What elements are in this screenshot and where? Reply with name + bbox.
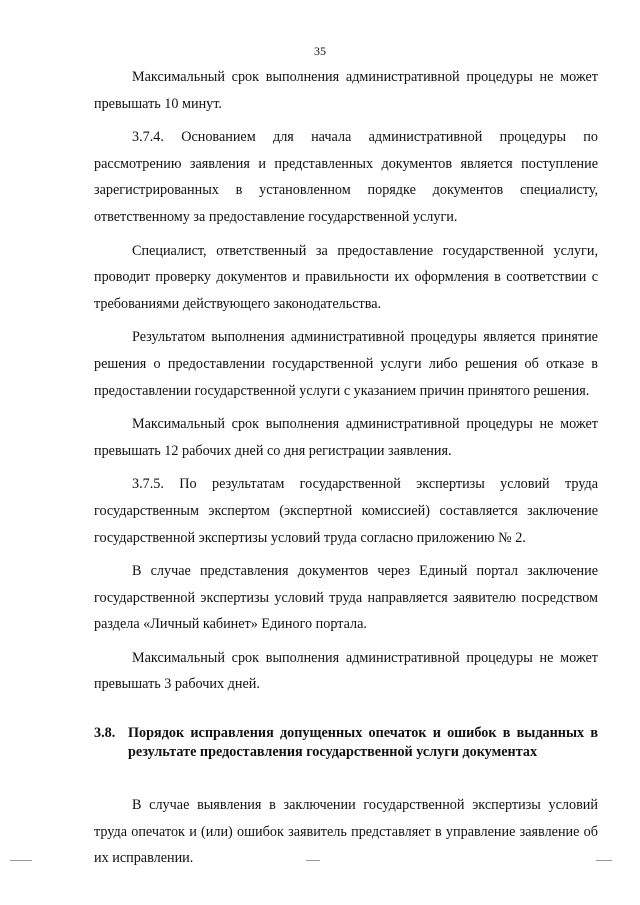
scan-artifact [306, 860, 320, 861]
paragraph: Результатом выполнения административной процедуры является принятие решения о предоставлении государственной услуги либо решения об отказе в предоставлении государственной услуги с указанием причин принятого решения. [94, 329, 598, 399]
paragraph: В случае представления документов через Единый портал заключение государственной экспертизы условий труда направляется заявителю посредством раздела «Личный кабинет» Единого портала. [94, 563, 598, 633]
paragraph: 3.7.5. По результатам государственной экспертизы условий труда государственным экспертом (экспертной комиссией) составляется заключение государственной экспертизы условий труда согласно приложению № 2. [94, 476, 598, 546]
page-number: 35 [314, 44, 326, 58]
scan-artifact [596, 860, 612, 861]
section-title: Порядок исправления допущенных опечаток и ошибок в выданных в результате предоставления государственной услуги документах [128, 725, 598, 761]
scan-artifact [10, 860, 32, 861]
document-body [94, 64, 598, 879]
section-heading [94, 724, 598, 762]
section-number: 3.8. [94, 725, 116, 742]
paragraph: 3.7.4. Основанием для начала административной процедуры по рассмотрению заявления и представленных документов является поступление зарегистрированных в установленном порядке документов специалисту, ответственному за предоставление государственной услуги. [94, 129, 598, 225]
paragraph: Максимальный срок выполнения административной процедуры не может превышать 3 рабочих дней. [94, 649, 598, 693]
paragraph: В случае выявления в заключении государственной экспертизы условий труда опечаток и (или) ошибок заявитель представляет в управление заявление об их исправлении. [94, 797, 598, 867]
paragraph: Максимальный срок выполнения административной процедуры не может превышать 10 минут. [94, 69, 598, 112]
paragraph: Максимальный срок выполнения административной процедуры не может превышать 12 рабочих дней со дня регистрации заявления. [94, 416, 598, 459]
paragraph: Специалист, ответственный за предоставление государственной услуги, проводит проверку документов и правильности их оформления в соответствии с требованиями действующего законодательства. [94, 242, 598, 312]
